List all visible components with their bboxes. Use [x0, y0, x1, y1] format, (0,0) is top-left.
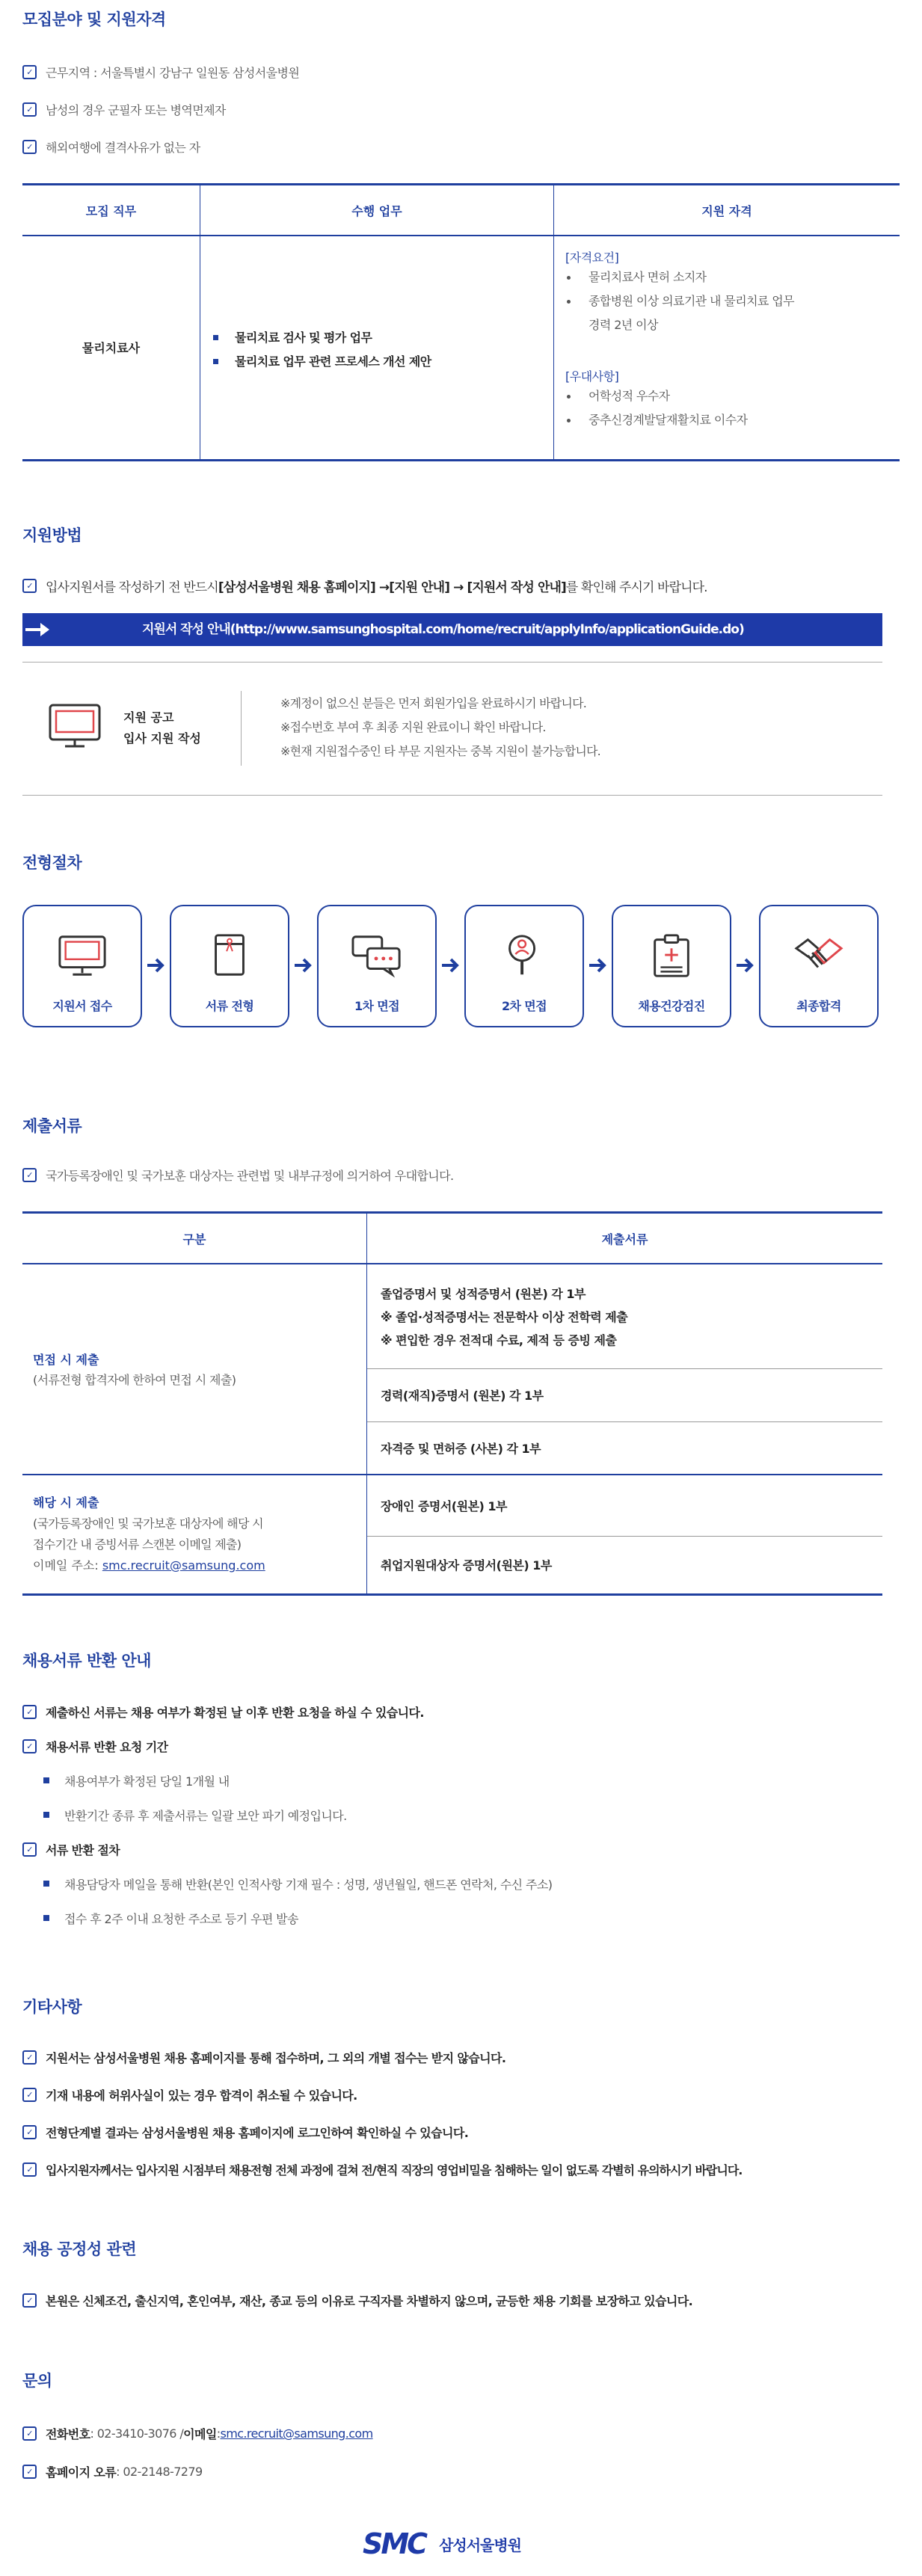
monitor-icon	[57, 933, 108, 978]
duties-cell	[200, 236, 554, 460]
target-cell: 해당 시 제출 (국가등록장애인 및 국가보훈 대상자에 해당 시 접수기간 내 증빙서류 스캔본 이메일 제출) 이메일 주소: smc.recruit@samsung.com	[22, 1475, 367, 1594]
clipboard-icon	[646, 933, 697, 978]
check-icon: ✓	[22, 1168, 37, 1182]
check-icon: ✓	[22, 1705, 37, 1719]
smc-logo: SMC	[363, 2527, 426, 2560]
check-icon: ✓	[22, 2293, 37, 2308]
list-item: 어학성적 우수자	[565, 384, 899, 408]
fair-text: ✓ 본원은 신체조건, 출신지역, 혼인여부, 재산, 종교 등의 이유로 구직자를 차별하지 않으며, 균등한 채용 기회를 보장하고 있습니다.	[22, 2292, 912, 2309]
doc-row: 취업지원대상자 증명서(원본) 1부	[381, 1558, 552, 1573]
pref-label: [우대사항]	[565, 369, 619, 384]
process-section	[22, 851, 882, 873]
doc-row: 경력(재직)증명서 (원본) 각 1부	[367, 1368, 883, 1421]
recruit-item: ✓ 남성의 경우 군필자 또는 병역면제자	[22, 101, 882, 117]
note: ※현재 지원접수중인 타 부문 지원자는 중복 지원이 불가능합니다.	[280, 744, 600, 758]
check-icon: ✓	[22, 2465, 37, 2479]
list-item: 물리치료 업무 관련 프로세스 개선 제안	[212, 350, 553, 374]
col-header: 구분	[22, 1213, 367, 1264]
etc-list: ✓ 지원서는 삼성서울병원 채용 홈페이지를 통해 접수하며, 그 외의 개별 접수는 받지 않습니다. ✓ 기재 내용에 허위사실이 있는 경우 합격이 취소될 수 있습니다. ✓ 전형단계별 결과는 삼성서울병원 채용 홈페이지에 로그인하여 확인하실 수 있습니다. ✓ 입사지원자께서는 입사지원 시점부터 채용전형 전체 과정에 걸쳐 전/현직 직장의 영업비밀을 침해하는 일이 없도록 각별히 유의하시기 바랍니다.	[22, 2049, 912, 2177]
fair-section	[22, 2237, 882, 2260]
step-final: 최종합격	[759, 905, 879, 1027]
return-section	[22, 1649, 882, 1671]
arrow-right-icon	[24, 621, 51, 639]
docs-title: 제출서류	[22, 1117, 82, 1135]
recruit-items	[22, 64, 882, 155]
check-icon: ✓	[22, 2125, 37, 2139]
recruit-section	[22, 7, 882, 30]
apply-section	[22, 523, 882, 546]
check-icon: ✓	[22, 579, 37, 593]
check-icon: ✓	[22, 1739, 37, 1753]
list-item: 경력 2년 이상	[588, 318, 658, 332]
docs-note: ✓ 국가등록장애인 및 국가보훈 대상자는 관련법 및 내부규정에 의거하여 우대합니다.	[22, 1166, 882, 1184]
list-item: 물리치료 검사 및 평가 업무	[212, 326, 553, 350]
note: ※계정이 없으신 분들은 먼저 회원가입을 완료하시기 바랍니다.	[280, 696, 587, 710]
check-icon: ✓	[22, 2088, 37, 2102]
doc-row: 자격증 및 면허증 (사본) 각 1부	[381, 1441, 541, 1456]
step-health-check: 채용건강검진	[612, 905, 731, 1027]
recruit-table	[22, 183, 900, 461]
step-interview-2: 2차 면접	[464, 905, 584, 1027]
monitor-icon	[49, 704, 101, 748]
col-header: 지원 자격	[554, 185, 900, 236]
apply-notes	[280, 692, 600, 763]
list-item: 중추신경계발달재활치료 이수자	[565, 408, 899, 432]
footer-logo	[363, 2527, 521, 2560]
recruit-item: ✓ 근무지역 : 서울특별시 강남구 일원동 삼성서울병원	[22, 64, 882, 80]
arrow-right-icon	[144, 954, 167, 977]
note: ※접수번호 부여 후 최종 지원 완료이니 확인 바랍니다.	[280, 720, 546, 734]
guide-link[interactable]: 지원서 작성 안내(http://www.samsunghospital.com/home/recruit/applyInfo/applicationGuide.do)	[142, 622, 744, 637]
process-steps	[22, 905, 885, 1029]
docs-section	[22, 1114, 882, 1137]
check-icon: ✓	[22, 140, 37, 154]
chat-icon	[351, 933, 402, 978]
arrow-right-icon	[734, 954, 756, 977]
etc-section	[22, 1995, 882, 2017]
list-item: 물리치료사 면허 소지자	[565, 265, 899, 289]
recruit-title: 모집분야 및 지원자격	[22, 10, 166, 28]
arrow-right-icon	[292, 954, 314, 977]
divider	[22, 662, 882, 663]
check-icon: ✓	[22, 65, 37, 79]
doc-row: 장애인 증명서(원본) 1부	[367, 1475, 883, 1536]
qual-label: [자격요건]	[565, 250, 619, 265]
step-document: 서류 전형	[170, 905, 289, 1027]
interview-cell: 면접 시 제출 (서류전형 합격자에 한하여 면접 시 제출)	[22, 1264, 367, 1475]
step-interview-1: 1차 면접	[317, 905, 437, 1027]
check-icon: ✓	[22, 2162, 37, 2177]
check-icon: ✓	[22, 102, 37, 117]
process-title: 전형절차	[22, 854, 82, 872]
doc-row: 졸업증명서 및 성적증명서 (원본) 각 1부 ※ 졸업·성적증명서는 전문학사 이상 전학력 제출 ※ 편입한 경우 전적대 수료, 제적 등 증빙 제출	[367, 1264, 883, 1368]
col-header: 제출서류	[367, 1213, 883, 1264]
apply-title: 지원방법	[22, 526, 82, 544]
check-icon: ✓	[22, 1842, 37, 1857]
email-link[interactable]: smc.recruit@samsung.com	[220, 2426, 373, 2441]
check-icon: ✓	[22, 2050, 37, 2065]
search-person-icon	[499, 933, 550, 978]
job-cell: 물리치료사	[82, 341, 141, 356]
contact-title: 문의	[22, 2372, 52, 2390]
step-apply: 지원서 접수	[22, 905, 142, 1027]
envelope-icon	[204, 933, 255, 978]
apply-box	[22, 679, 247, 769]
contact-list: ✓ 전화번호 : 02-3410-3076 / 이메일 : smc.recruit@samsung.com ✓ 홈페이지 오류 : 02-2148-7279	[22, 2425, 882, 2480]
fair-title: 채용 공정성 관련	[22, 2240, 137, 2258]
return-list: ✓ 제출하신 서류는 채용 여부가 확정된 날 이후 반환 요청을 하실 수 있습니다. ✓ 채용서류 반환 요청 기간 채용여부가 확정된 당일 1개월 내 반환기간 종류 후 제출서류는 일괄 보안 파기 예정입니다. ✓ 서류 반환 절차 채용담당자 메일을 통해 반환(본인 인적사항 기재 필수 : 성명, 생년월일, 핸드폰 연락처, 수신 주소) 접수 후 2주 이내 요청한 주소로 등기 우편 발송	[22, 1703, 882, 1926]
col-header: 수행 업무	[200, 185, 554, 236]
recruit-item: ✓ 해외여행에 결격사유가 없는 자	[22, 138, 882, 155]
apply-line: ✓ 입사지원서를 작성하기 전 반드시 [삼성서울병원 채용 홈페이지] →[지원 안내] → [지원서 작성 안내] 를 확인해 주시기 바랍니다.	[22, 577, 912, 595]
qual-cell	[554, 236, 900, 460]
box-title: 입사 지원 작성	[123, 731, 201, 746]
return-title: 채용서류 반환 안내	[22, 1652, 151, 1670]
arrow-right-icon	[439, 954, 461, 977]
list-item: 종합병원 이상 의료기관 내 물리치료 업무	[565, 289, 899, 313]
guide-banner[interactable]	[22, 613, 882, 646]
docs-table	[22, 1211, 882, 1596]
etc-title: 기타사항	[22, 1998, 82, 2016]
hospital-name: 삼성서울병원	[439, 2536, 521, 2554]
col-header: 모집 직무	[22, 185, 200, 236]
box-title: 지원 공고	[123, 710, 174, 725]
handshake-icon	[793, 933, 844, 978]
email-link[interactable]: smc.recruit@samsung.com	[102, 1558, 265, 1573]
check-icon: ✓	[22, 2426, 37, 2441]
contact-section	[22, 2369, 882, 2391]
divider	[22, 795, 882, 796]
arrow-right-icon	[586, 954, 609, 977]
